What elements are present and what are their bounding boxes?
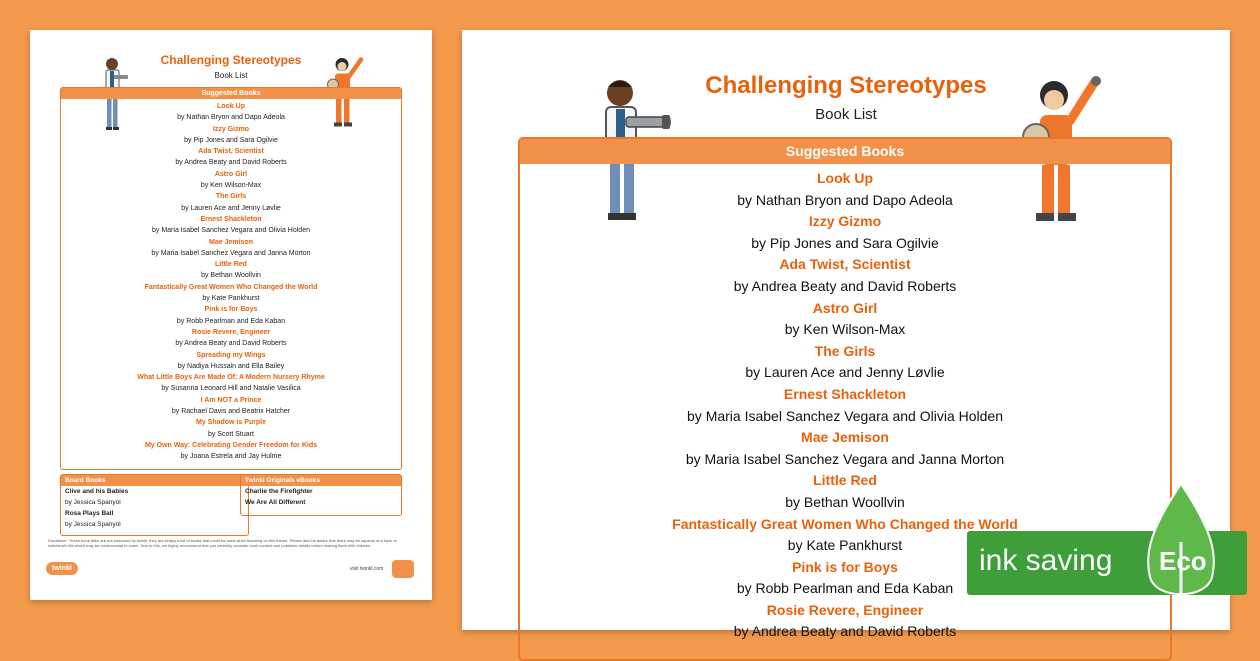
book-title: Look Up (217, 103, 245, 110)
book-title: Izzy Gizmo (808, 213, 882, 230)
book-author: by Bethan Woollvin (785, 493, 905, 510)
ebook-link[interactable]: We Are All Different (245, 499, 306, 506)
page-subtitle: Book List (815, 106, 877, 123)
book-author: by Robb Pearlman and Eda Kaban (176, 317, 286, 325)
book-author: by Rachael Davis and Beatrix Hatcher (171, 408, 291, 416)
ebooks-panel (240, 474, 402, 516)
page-subtitle: Book List (214, 71, 248, 80)
suggested-books-panel (60, 87, 402, 470)
book-title: Ernest Shackleton (200, 215, 262, 223)
book-title: Pink is for Boys (792, 558, 898, 575)
eco-label: Eco (1159, 546, 1207, 576)
book-title: Ernest Shackleton (783, 385, 907, 402)
book-title: My Own Way: Celebrating Gender Freedom for Kids (144, 441, 318, 449)
suggested-books-header: Suggested Books (61, 88, 401, 99)
book-title: Rosie Revere, Engineer (191, 328, 271, 336)
book-title: Fantastically Great Women Who Changed the World (672, 515, 1018, 532)
book-author: by Susanna Leonard Hill and Natalie Vasilica (161, 385, 301, 393)
suggested-books-header: Suggested Books (520, 139, 1170, 164)
board-books-panel (60, 474, 249, 536)
book-author: by Maria Isabel Sanchez Vegara and Olivia Holden (152, 227, 310, 235)
book-author: by Andrea Beaty and David Roberts (733, 277, 957, 294)
twinkl-logo: twinkl (46, 562, 78, 575)
book-title: Mae Jemison (801, 429, 889, 446)
book-author: by Andrea Beaty and David Roberts (175, 159, 287, 167)
disclaimer: Disclaimer: These book titles are not endorsed by twinkl; they are simply a list of books that could be used when teaching on this theme. Please also be aware that there may be aspects of a topic or individual's life which may be controversial to some. Due to this, we highly recommend that you carefully consider book content and publisher details before sharing them with children. (48, 538, 398, 548)
board-books-header: Board Books (61, 475, 248, 486)
book-author: by Pip Jones and Sara Ogilvie (184, 136, 278, 144)
book-author: by Nathan Bryon and Dapo Adeola (737, 191, 953, 208)
book-author: by Joana Estrela and Jay Hulme (180, 453, 282, 461)
book-title: Mae Jemison (209, 238, 253, 246)
book-title: What Little Boys Are Made Of: A Modern Nursery Rhyme (137, 374, 325, 382)
board-book-title: Clive and his Babies (65, 488, 129, 495)
book-title: The Girls (215, 193, 247, 201)
site-url: visit twinkl.com (350, 566, 384, 572)
book-author: by Pip Jones and Sara Ogilvie (751, 234, 939, 251)
book-title: Astro Girl (214, 170, 248, 178)
book-author: by Bethan Woollvin (201, 272, 261, 280)
book-title: Ada Twist, Scientist (198, 148, 264, 156)
book-title: Ada Twist, Scientist (779, 256, 911, 273)
book-author: by Maria Isabel Sanchez Vegara and Janna Morton (151, 249, 311, 257)
book-author: by Andrea Beaty and David Roberts (733, 623, 957, 640)
book-title: Pink is for Boys (204, 306, 258, 314)
book-author: by Kate Pankhurst (202, 295, 260, 303)
book-author: by Maria Isabel Sanchez Vegara and Olivia Holden (687, 407, 1003, 424)
book-author: by Ken Wilson-Max (784, 321, 906, 338)
book-author: by Kate Pankhurst (787, 537, 903, 554)
book-author: by Lauren Ace and Jenny Løvlie (745, 364, 945, 381)
board-book-author: by Jessica Spanyol (65, 499, 121, 506)
book-author: by Ken Wilson-Max (200, 182, 262, 190)
book-author: by Lauren Ace and Jenny Løvlie (181, 204, 281, 212)
book-author: by Scott Stuart (208, 430, 254, 438)
book-title: My Shadow is Purple (195, 419, 266, 427)
book-author: by Nadiya Hussain and Ella Bailey (177, 362, 285, 370)
book-author: by Nathan Bryon and Dapo Adeola (177, 114, 285, 122)
book-title: Izzy Gizmo (212, 125, 250, 133)
book-title: The Girls (814, 342, 876, 359)
book-title: Look Up (817, 170, 873, 186)
ink-saving-label: ink saving (979, 544, 1113, 577)
ebook-link[interactable]: Charlie the Firefighter (245, 488, 313, 495)
book-title: Little Red (215, 261, 247, 269)
book-title: I Am NOT a Prince (200, 396, 262, 404)
book-author: by Robb Pearlman and Eda Kaban (736, 580, 954, 597)
book-title: Rosie Revere, Engineer (766, 601, 924, 618)
book-title: Fantastically Great Women Who Changed the World (144, 283, 318, 291)
book-list (61, 99, 401, 463)
book-title: Little Red (813, 472, 877, 489)
badge-icon (392, 560, 414, 578)
page-title: Challenging Stereotypes (705, 72, 987, 99)
book-title: Astro Girl (812, 299, 878, 316)
document-thumbnail (30, 30, 432, 600)
ebooks-header: Twinkl Originals eBooks (241, 475, 401, 486)
book-author: by Andrea Beaty and David Roberts (175, 340, 287, 348)
page-title: Challenging Stereotypes (160, 53, 302, 67)
board-book-author: by Jessica Spanyol (65, 521, 121, 528)
book-title: Spreading my Wings (196, 351, 266, 359)
book-author: by Maria Isabel Sanchez Vegara and Janna Morton (685, 450, 1005, 467)
board-book-title: Rosa Plays Ball (65, 510, 114, 517)
